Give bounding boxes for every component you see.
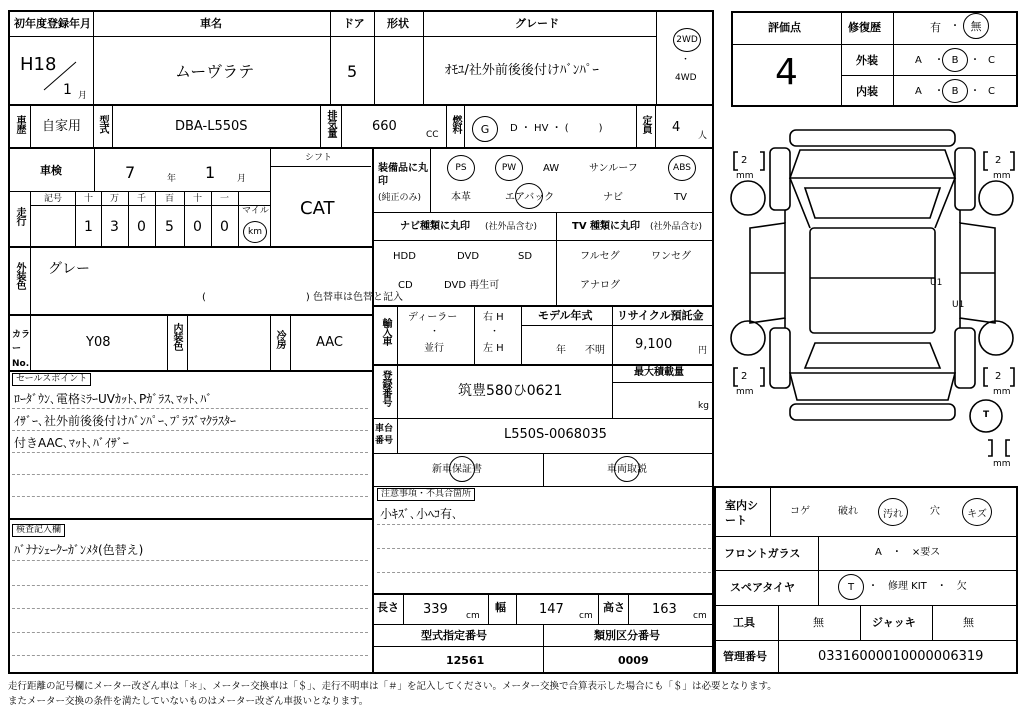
import-rl-dot: ・: [490, 327, 500, 337]
interior-dot2: ・: [970, 86, 980, 97]
capacity-value: 4: [672, 120, 681, 135]
length-label: 長さ: [377, 601, 399, 614]
repair-no-circle: [963, 13, 989, 39]
repair-no: 無: [970, 20, 982, 33]
jack-label: ジャッキ: [872, 616, 916, 629]
rear-fender-r-shape: [955, 328, 975, 388]
fuel-g-circle: [472, 116, 498, 142]
sales-line-1: ｲｻﾞｰ､社外前後後付けﾊﾞﾝﾊﾟｰ､ﾌﾟﾗｽﾞﾏｸﾗｽﾀｰ: [14, 414, 237, 428]
mileage-digit-5: 0: [220, 219, 229, 235]
import-label: 輸入車: [380, 318, 391, 345]
usage-label: 車歴: [14, 115, 25, 133]
equip-abs: ABS: [673, 163, 691, 173]
rear-hatch-shape: [790, 373, 955, 400]
hood-shape: [790, 150, 955, 178]
footer-line-1: 走行距離の記号欄にメーター改ざん車は「＊」、メーター交換車は「＄」、走行不明車は「＃」を記入してください。メーター交換で合算表示した場合にも「＄」は必要となります。: [8, 681, 777, 692]
interior-b-circle: [942, 79, 968, 103]
equipment-label: 装備品に丸印: [378, 163, 428, 187]
equip-sunroof: サンルーフ: [589, 163, 638, 174]
exterior-dot2: ・: [970, 55, 980, 66]
car-diagram: [730, 118, 1020, 482]
diagram-mm-rl: mm: [736, 387, 754, 397]
grade-value: ｵﾓﾕ/社外前後後付けﾊﾞﾝﾊﾟｰ: [445, 63, 599, 78]
interior-b: B: [951, 85, 959, 97]
main-sheet: [8, 10, 714, 674]
disp-label: 排気量: [325, 110, 336, 137]
mileage-digit-3: 5: [165, 219, 174, 235]
width-label: 幅: [495, 601, 506, 614]
jack-value: 無: [963, 616, 974, 629]
model-value: DBA-L550S: [175, 119, 248, 134]
rear-window-shape: [805, 343, 940, 368]
height-label: 高さ: [603, 601, 625, 614]
tv-analog: アナログ: [580, 280, 620, 291]
chassis-label: 車台番号: [375, 424, 394, 446]
inspection-label: 車検: [40, 164, 62, 177]
sheet-kizu: キズ: [967, 508, 987, 520]
inspection-year: 7: [125, 163, 136, 182]
score-value: 4: [775, 52, 798, 93]
interior-sheet-label: 室内シート: [725, 499, 758, 528]
drive-2wd-circle: [673, 28, 701, 52]
sheet-ana: 穴: [930, 506, 940, 517]
mileage-sym-label: 記号: [44, 194, 63, 204]
diagram-mark-t: T: [983, 410, 990, 420]
tv-oneseg: ワンセグ: [651, 251, 691, 262]
equipment-label-sub: (純正のみ): [378, 193, 422, 203]
diagram-two-fr: 2: [995, 155, 1002, 166]
mileage-digit-1: 3: [110, 219, 119, 235]
equip-navi: ナビ: [603, 192, 623, 203]
repair-label: 修復歴: [848, 21, 881, 34]
car-name-label: 車名: [200, 17, 222, 30]
exterior-c: C: [988, 55, 995, 66]
equip-ps-circle: [447, 155, 475, 181]
mileage-unit-1: 万: [110, 194, 120, 204]
sheet-yogore: 汚れ: [883, 508, 903, 520]
front-bumper-shape: [790, 130, 955, 146]
rear-fender-l-shape: [770, 328, 790, 388]
height-unit: cm: [693, 611, 707, 621]
capacity-label: 定員: [640, 115, 651, 133]
color-value: グレー: [48, 261, 90, 277]
interior-a: A: [915, 86, 922, 97]
inspector-label: 検査記入欄: [12, 524, 65, 537]
inspection-year-unit: 年: [167, 174, 177, 184]
reg-slash: [40, 60, 80, 92]
sheet-yogore-circle: [878, 498, 908, 526]
windshield-value: A ・ ×要ス: [875, 547, 941, 558]
manual-label: 車両取説: [607, 464, 647, 475]
shift-value: CAT: [300, 198, 335, 219]
diagram-mm-fr: mm: [993, 171, 1011, 181]
length-unit: cm: [466, 611, 480, 621]
reg-year-label: 初年度登録年月: [14, 17, 91, 30]
width-value: 147: [539, 602, 564, 617]
diagram-two-fl: 2: [741, 155, 748, 166]
repair-yes: 有: [930, 21, 941, 34]
wheel-fr-shape: [979, 181, 1013, 215]
door-value: 5: [347, 62, 358, 81]
equip-tv: TV: [674, 192, 687, 203]
drive-dot: ・: [681, 55, 691, 65]
ac-value: AAC: [316, 335, 343, 350]
navi-cd: CD: [398, 280, 413, 291]
rear-bumper-shape: [790, 404, 955, 420]
mileage-digit-4: 0: [193, 219, 202, 235]
navi-types-label-sub: (社外品含む): [485, 222, 538, 232]
diagram-mm-spare: mm: [993, 459, 1011, 469]
model-year-unit: 年: [556, 345, 566, 356]
mileage-unit-5: 一: [220, 194, 230, 204]
model-label: 型式: [97, 115, 108, 133]
fuel-label: 燃料: [450, 115, 461, 133]
color-no-label: カラーNo.: [12, 330, 31, 369]
equip-abs-circle: [668, 155, 696, 181]
interior-dot1: ・: [934, 86, 944, 97]
wheel-rl-shape: [731, 321, 765, 355]
length-value: 339: [423, 602, 448, 617]
exterior-label: 外装: [856, 54, 878, 67]
mileage-unit-2: 千: [137, 194, 147, 204]
front-fender-r-shape: [955, 148, 975, 210]
equip-pw: PW: [501, 163, 517, 173]
sheet-kizu-circle: [962, 498, 992, 526]
exterior-a: A: [915, 55, 922, 66]
reg-month: 1: [63, 82, 72, 98]
notes-label: 注意事項・不具合箇所: [377, 488, 475, 501]
equip-pw-circle: [495, 155, 523, 181]
diagram-mark-u1-b: U1: [952, 300, 965, 310]
tools-value: 無: [813, 616, 824, 629]
notes-line-0: 小ｷｽﾞ､小ﾍｺ有､: [380, 507, 459, 521]
model-year-unknown: 不明: [585, 345, 605, 356]
wheel-rr-shape: [979, 321, 1013, 355]
registration-value: 筑豊580ひ0621: [458, 383, 563, 399]
interior-c: C: [988, 86, 995, 97]
km-label: km: [248, 227, 262, 237]
windshield-label: フロントガラス: [724, 547, 801, 560]
tv-types-label: TV 種類に丸印: [572, 221, 641, 232]
sales-line-0: ﾛｰﾀﾞｳﾝ､電格ﾐﾗｰUVｶｯﾄ､Pｶﾞﾗｽ､ﾏｯﾄ､ﾊﾞ: [14, 392, 213, 406]
type-cert-label: 型式指定番号: [421, 629, 487, 642]
chassis-value: L550S-0068035: [504, 427, 607, 442]
exterior-b: B: [951, 54, 959, 66]
footer-line-2: またメーター交換の条件を満たしていないものはメーター改ざん車扱いとなります。: [8, 696, 369, 707]
equip-leather: 本革: [451, 192, 471, 203]
wheel-fl-shape: [731, 181, 765, 215]
windshield-shape: [805, 188, 940, 218]
tools-label: 工具: [733, 616, 755, 629]
color-no-value: Y08: [86, 335, 111, 350]
mileage-digit-0: 1: [84, 219, 93, 235]
front-fender-l-shape: [770, 148, 790, 210]
warranty-label: 新車保証書: [432, 464, 482, 475]
equip-aw: AW: [543, 163, 560, 174]
score-label: 評価点: [768, 21, 801, 34]
inspection-month-unit: 月: [237, 174, 247, 184]
car-name: ムーヴラテ: [175, 62, 255, 81]
category-label: 類別区分番号: [594, 629, 660, 642]
door-label: ドア: [343, 17, 365, 30]
type-cert-value: 12561: [446, 654, 485, 667]
shift-label: シフト: [305, 153, 333, 163]
drive-4wd: 4WD: [675, 73, 697, 83]
repair-dot: ・: [950, 21, 960, 32]
recycle-label: リサイクル預託金: [617, 309, 704, 322]
diagram-mm-rr: mm: [993, 387, 1011, 397]
fuel-rest: D ・ HV ・ ( ): [510, 123, 603, 134]
spare-tire-rest: ・ 修理 KIT ・ 欠: [868, 581, 967, 592]
max-load-unit: kg: [698, 401, 709, 411]
diagram-two-rl: 2: [741, 371, 748, 382]
spare-tire-t-circle: [838, 574, 864, 600]
control-value: 03316000010000006319: [818, 649, 984, 664]
interior-label: 内装: [856, 85, 878, 98]
disp-value: 660: [372, 119, 397, 134]
control-label: 管理番号: [723, 650, 767, 663]
equip-airbag: エアバック: [505, 192, 555, 203]
mileage-unit-4: 十: [193, 194, 203, 204]
roof-shape: [810, 228, 935, 333]
import-left-h: 左 H: [483, 343, 504, 354]
import-parallel: 並行: [424, 343, 444, 354]
mile-label: マイル: [242, 206, 269, 216]
mileage-label: 走行: [14, 207, 25, 225]
spare-tire-label: スペアタイヤ: [730, 581, 796, 594]
km-circle: [243, 221, 267, 243]
width-unit: cm: [579, 611, 593, 621]
sheet-koge: コゲ: [790, 506, 810, 517]
drive-2wd: 2WD: [676, 35, 698, 45]
usage-value: 自家用: [42, 119, 82, 134]
interior-color-label: 内装色: [171, 323, 182, 350]
sales-points-label: セールスポイント: [12, 373, 91, 386]
reg-month-unit: 月: [78, 91, 88, 101]
shape-label: 形状: [387, 17, 409, 30]
mileage-digit-2: 0: [137, 219, 146, 235]
inspection-month: 1: [205, 163, 216, 182]
registration-label: 登録番号: [380, 370, 391, 406]
exterior-b-circle: [942, 48, 968, 72]
diagram-two-rr: 2: [995, 371, 1002, 382]
grade-label: グレード: [515, 17, 559, 30]
reg-year: H18: [20, 54, 57, 75]
capacity-unit: 人: [698, 131, 708, 141]
tv-types-label-sub: (社外品含む): [650, 222, 703, 232]
recycle-value: 9,100: [635, 337, 673, 352]
navi-sd: SD: [518, 251, 533, 262]
color-label: 外装色: [14, 262, 25, 289]
spare-tire-t: T: [847, 581, 855, 593]
mileage-unit-0: 十: [84, 194, 94, 204]
navi-dvd: DVD: [457, 251, 480, 262]
height-value: 163: [652, 602, 677, 617]
import-right-h: 右 H: [483, 312, 504, 323]
recycle-unit: 円: [698, 346, 708, 356]
category-value: 0009: [618, 654, 649, 667]
max-load-label: 最大積載量: [634, 367, 684, 378]
tv-fullseg: フルセグ: [580, 251, 620, 262]
inspector-line-0: ﾊﾞﾅﾅｼｪｰｸｰｶﾞﾝﾒﾀ(色替え): [14, 543, 144, 557]
import-dealer-dot: ・: [430, 327, 440, 337]
import-dealer: ディーラー: [408, 312, 458, 323]
fuel-g: G: [480, 122, 490, 136]
color-note: ( ) 色替車は色替と記入: [202, 292, 403, 303]
model-year-label: モデル年式: [538, 309, 593, 322]
navi-dvd-play: DVD 再生可: [444, 280, 500, 291]
ac-label: 冷房: [274, 330, 285, 348]
diagram-mark-u1-a: U1: [930, 278, 943, 288]
sheet-yabure: 破れ: [838, 506, 858, 517]
disp-unit: CC: [426, 130, 439, 140]
navi-types-label: ナビ種類に丸印: [400, 221, 470, 232]
navi-hdd: HDD: [393, 251, 416, 262]
mileage-unit-3: 百: [165, 194, 175, 204]
equip-ps: PS: [455, 163, 467, 173]
exterior-dot1: ・: [934, 55, 944, 66]
sales-line-2: 付きAAC､ﾏｯﾄ､ﾊﾞｲｻﾞｰ: [14, 436, 129, 450]
diagram-mm-fl: mm: [736, 171, 754, 181]
